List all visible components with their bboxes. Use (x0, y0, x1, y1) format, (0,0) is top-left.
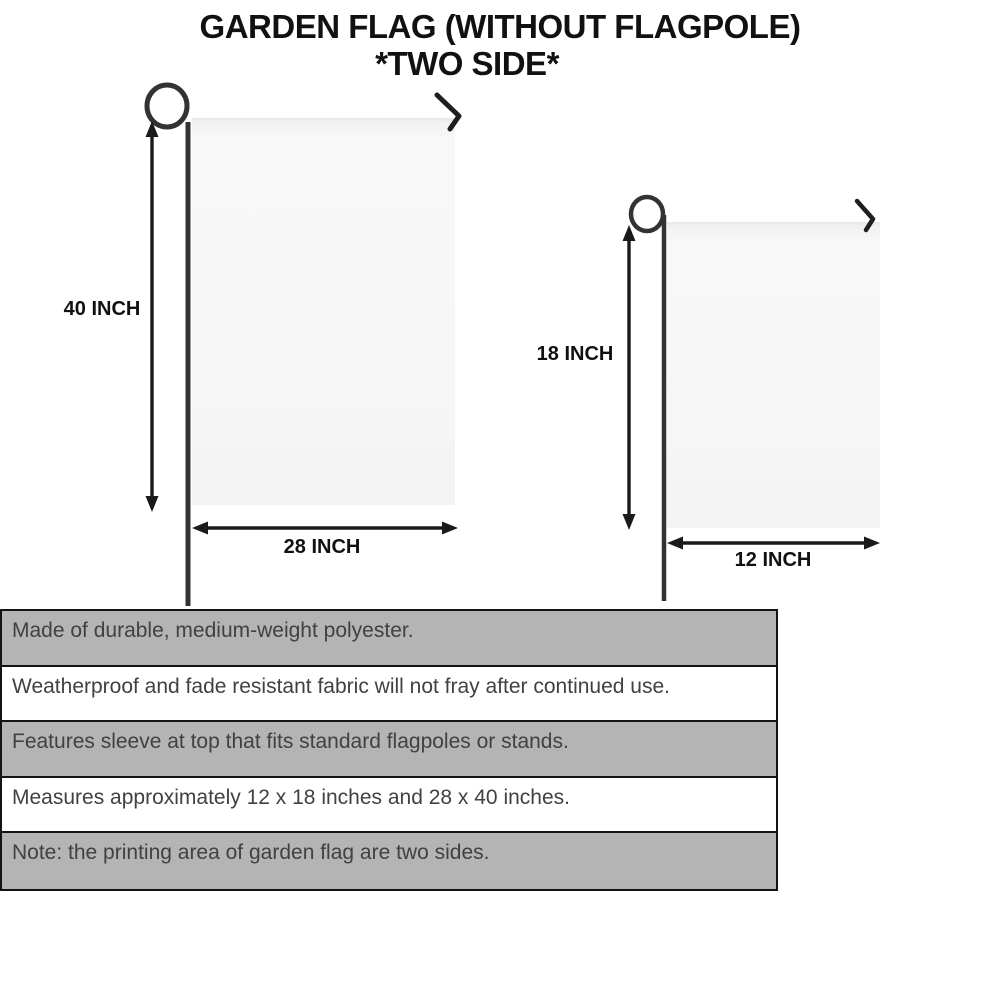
feature-row: Measures approximately 12 x 18 inches and 28 x 40 inches. (2, 778, 776, 834)
title-line-2: *TWO SIDE* (375, 45, 559, 82)
feature-row: Weatherproof and fade resistant fabric will not fray after continued use. (2, 667, 776, 723)
small-flag-hook-icon (857, 201, 873, 230)
feature-row: Features sleeve at top that fits standard flagpoles or stands. (2, 722, 776, 778)
feature-table (0, 609, 778, 891)
small-flag-width-arrow (667, 537, 880, 550)
small-flagpole-loop (631, 197, 663, 231)
large-flag-height-label: 40 INCH (63, 298, 141, 320)
feature-row: Note: the printing area of garden flag are two sides. (2, 833, 776, 889)
large-flag-hook-icon (437, 95, 459, 129)
feature-row: Made of durable, medium-weight polyester. (2, 611, 776, 667)
large-flag-width-label: 28 INCH (283, 536, 361, 558)
small-flag-width-label: 12 INCH (734, 549, 812, 571)
small-flag-height-arrow (623, 225, 636, 530)
small-flagpole (631, 197, 873, 601)
large-flagpole-loop (147, 85, 187, 127)
small-flag-height-label: 18 INCH (536, 343, 614, 365)
large-flag-width-arrow (192, 522, 458, 535)
title-line-1: GARDEN FLAG (WITHOUT FLAGPOLE) (199, 8, 801, 45)
